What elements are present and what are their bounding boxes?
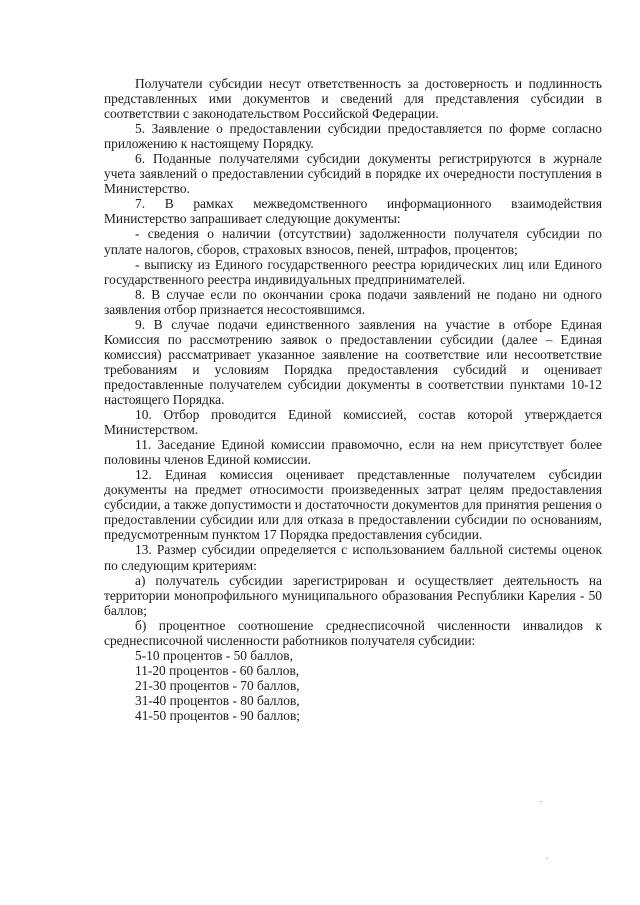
scan-speck — [540, 801, 542, 802]
scan-speck — [546, 858, 548, 859]
paragraph-13: 13. Размер субсидии определяется с использованием балльной системы оценок по следующим критериям: — [104, 542, 602, 573]
list-item: 41-50 процентов - 90 баллов; — [135, 707, 300, 723]
list-item: 21-30 процентов - 70 баллов, — [135, 677, 300, 693]
paragraph-8: 8. В случае если по окончании срока подачи заявлений не подано ни одного заявления отбор признается несостоявшимся. — [104, 286, 602, 317]
paragraph-responsibility: Получатели субсидии несут ответственность за достоверность и подлинность представленных ими документов и сведений для представления субсидии в соответствии с законодательством Российской Федерации. — [104, 76, 602, 122]
list-item: 5-10 процентов - 50 баллов, — [135, 647, 293, 663]
list-item: 11-20 процентов - 60 баллов, — [135, 662, 300, 678]
paragraph-13-a: а) получатель субсидии зарегистрирован и осуществляет деятельность на территории монопрофильного муниципального образования Республики Карелия - 50 баллов; — [104, 572, 602, 618]
document-body — [104, 76, 602, 723]
paragraph-12: 12. Единая комиссия оценивает представленные получателем субсидии документы на предмет относимости произведенных затрат целям предоставления субсидии, а также допустимости и достаточности документов для принятия решения о предоставлении субсидии или для отказа в предоставлении субсидии по основаниям, предусмотренным пунктом 17 Порядка предоставления субсидии. — [104, 467, 602, 543]
paragraph-7-item-debt: - сведения о наличии (отсутствии) задолженности получателя субсидии по уплате налогов, сборов, страховых взносов, пеней, штрафов, процентов; — [104, 226, 602, 257]
paragraph-9: 9. В случае подачи единственного заявления на участие в отборе Единая Комиссия по рассмотрению заявок о предоставлении субсидии (далее – Единая комиссия) рассматривает указанное заявление на соответствие или несоответствие требованиям и условиям Порядка предоставления субсидий и оценивает предоставленные получателем субсидии документы в соответствии пунктами 10-12 настоящего Порядка. — [104, 316, 602, 407]
paragraph-11: 11. Заседание Единой комиссии правомочно, если на нем присутствует более половины членов Единой комиссии. — [104, 437, 602, 468]
paragraph-7: 7. В рамках межведомственного информационного взаимодействия Министерство запрашивает следующие документы: — [104, 196, 602, 227]
paragraph-7-item-registry: - выписку из Единого государственного реестра юридических лиц или Единого государственного реестра индивидуальных предпринимателей. — [104, 256, 602, 287]
paragraph-5: 5. Заявление о предоставлении субсидии предоставляется по форме согласно приложению к настоящему Порядку. — [104, 121, 602, 152]
list-item: 31-40 процентов - 80 баллов, — [135, 692, 300, 708]
paragraph-6: 6. Поданные получателями субсидии документы регистрируются в журнале учета заявлений о предоставлении субсидий в порядке их очередности поступления в Министерство. — [104, 151, 602, 197]
paragraph-13-b: б) процентное соотношение среднесписочной численности инвалидов к среднесписочной численности работников получателя субсидии: — [104, 617, 602, 648]
paragraph-10: 10. Отбор проводится Единой комиссией, состав которой утверждается Министерством. — [104, 407, 602, 438]
